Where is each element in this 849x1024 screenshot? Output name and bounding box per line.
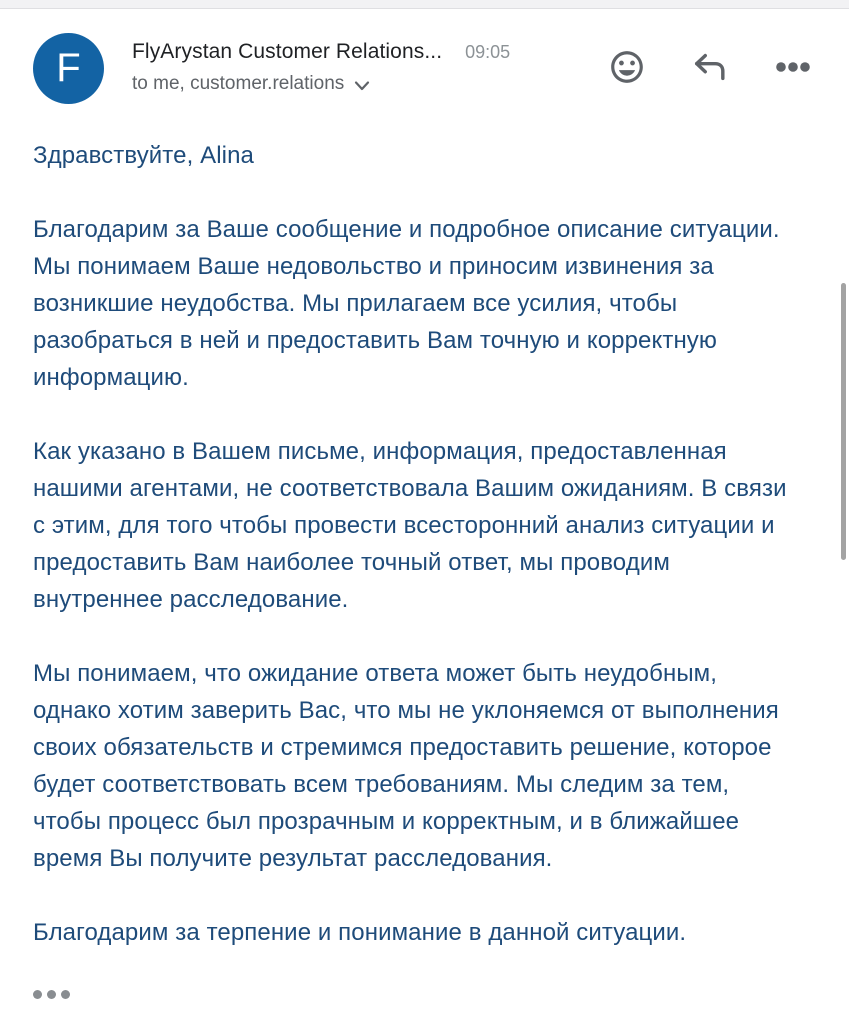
sender-name: FlyArystan Customer Relations...: [132, 40, 443, 63]
add-reaction-button[interactable]: [608, 48, 646, 86]
recipients-expander[interactable]: [132, 73, 370, 95]
body-text-line: разобраться в ней и предоставить Вам точную и корректную: [33, 327, 717, 354]
reply-button[interactable]: [691, 48, 729, 86]
email-body: [0, 137, 849, 1001]
body-text-line: Здравствуйте, Alina: [33, 142, 254, 169]
body-text-line: нашими агентами, не соответствовала Вашим ожиданиям. В связи: [33, 475, 787, 502]
chevron-down-icon: [354, 80, 370, 92]
scrollbar-thumb[interactable]: [841, 283, 846, 560]
body-text-line: с этим, для того чтобы провести всесторонний анализ ситуации и: [33, 512, 775, 539]
body-text-line: чтобы процесс был прозрачным и корректным, и в ближайшее: [33, 808, 740, 835]
trimmed-ellipsis-icon: [47, 990, 56, 999]
email-paragraph: [33, 433, 835, 618]
timestamp: 09:05: [465, 42, 511, 62]
body-text-line: Благодарим за терпение и понимание в данной ситуации.: [33, 919, 687, 946]
trimmed-ellipsis-icon: [61, 990, 70, 999]
body-text-line: Мы понимаем Ваше недовольство и приносим извинения за: [33, 253, 714, 280]
email-header: [0, 9, 849, 104]
sender-info: [132, 40, 510, 95]
body-text-line: возникшие неудобства. Мы прилагаем все усилия, чтобы: [33, 290, 678, 317]
body-text-line: предоставить Вам наиболее точный ответ, мы проводим: [33, 549, 670, 576]
email-paragraph-greeting: [33, 137, 835, 174]
email-paragraph: [33, 655, 835, 877]
body-text-line: информацию.: [33, 364, 189, 391]
trimmed-ellipsis-icon: [33, 990, 42, 999]
body-text-line: Как указано в Вашем письме, информация, предоставленная: [33, 438, 727, 465]
email-paragraph: [33, 914, 835, 951]
reply-arrow-icon: [691, 48, 729, 86]
more-options-button[interactable]: [774, 48, 812, 86]
emoji-smiley-icon: [608, 48, 646, 86]
body-text-line: Мы понимаем, что ожидание ответа может быть неудобным,: [33, 660, 718, 687]
body-text-line: своих обязательств и стремимся предоставить решение, которое: [33, 734, 772, 761]
sender-avatar[interactable]: F: [33, 33, 104, 104]
more-horiz-icon: [776, 62, 810, 72]
body-text-line: время Вы получите результат расследования.: [33, 845, 553, 872]
header-actions: [608, 48, 812, 86]
recipients-label: to me, customer.relations: [132, 73, 345, 94]
body-text-line: будет соответствовать всем требованиям. Мы следим за тем,: [33, 771, 730, 798]
sender-row: [132, 40, 510, 64]
body-text-line: внутреннее расследование.: [33, 586, 349, 613]
body-text-line: Благодарим за Ваше сообщение и подробное описание ситуации.: [33, 216, 780, 243]
body-text-line: однако хотим заверить Вас, что мы не уклоняемся от выполнения: [33, 697, 779, 724]
top-divider: [0, 0, 849, 9]
email-paragraph: [33, 211, 835, 396]
show-trimmed-content-button[interactable]: [33, 988, 70, 1001]
